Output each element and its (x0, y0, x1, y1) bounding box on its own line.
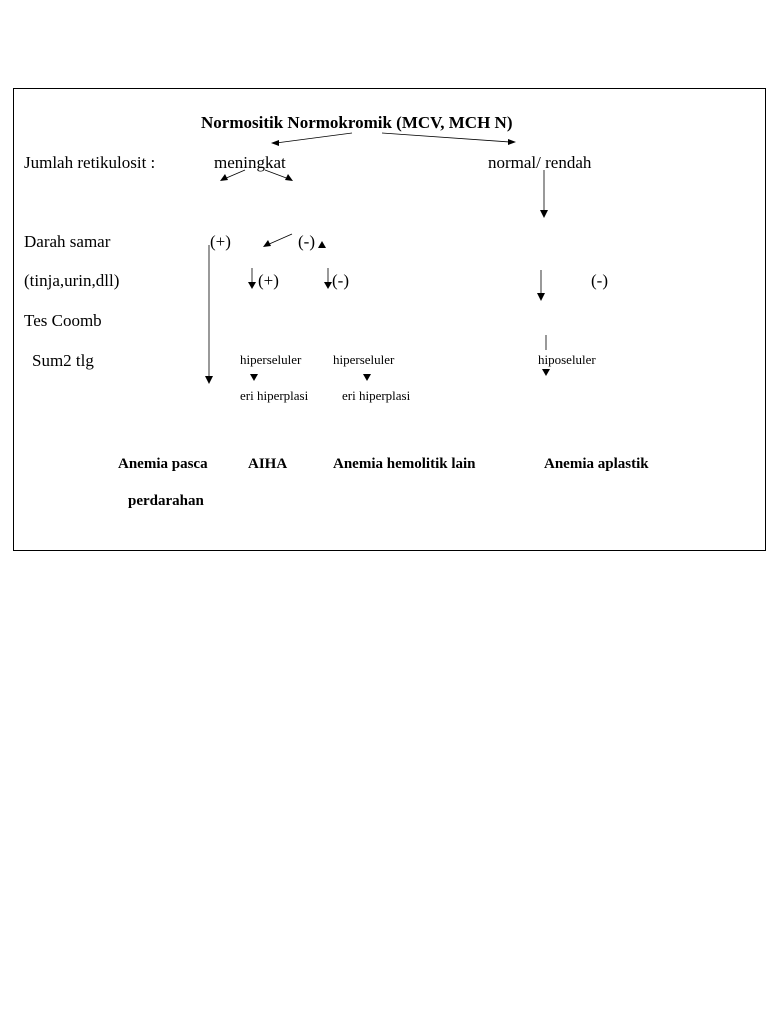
label-sumsum: Sum2 tlg (32, 351, 94, 370)
arrow-title-to-meningkat (276, 133, 352, 143)
value-coomb-neg: (-) (332, 271, 349, 290)
label-tinja: (tinja,urin,dll) (24, 271, 120, 290)
label-darah-samar: Darah samar (24, 232, 111, 251)
outcome-hemolitik: Anemia hemolitik lain (333, 456, 476, 472)
outcome-pasca-line2: perdarahan (128, 493, 204, 509)
value-coomb-pos: (+) (258, 271, 279, 290)
arrowhead (537, 293, 545, 301)
arrowhead (508, 139, 516, 145)
arrowhead (542, 369, 550, 376)
label-tes-coomb: Tes Coomb (24, 311, 102, 330)
marrow-hiper-2: hiperseluler (333, 352, 395, 367)
branch-meningkat: meningkat (214, 153, 286, 172)
arrowhead (248, 282, 256, 289)
outcome-aiha: AIHA (248, 456, 288, 472)
value-darah-neg: (-) (298, 232, 315, 251)
arrowhead (285, 174, 293, 181)
marrow-eri-2: eri hiperplasi (342, 388, 411, 403)
label-retikulosit: Jumlah retikulosit : (24, 153, 156, 172)
arrowhead (271, 140, 279, 146)
marrow-hiper-1: hiperseluler (240, 352, 302, 367)
arrowhead (318, 241, 326, 248)
outcome-pasca-line1: Anemia pasca (118, 456, 208, 472)
marrow-hipo: hiposeluler (538, 352, 596, 367)
arrowhead (540, 210, 548, 218)
arrowhead (363, 374, 371, 381)
branch-normal-rendah: normal/ rendah (488, 153, 592, 172)
marrow-eri-1: eri hiperplasi (240, 388, 309, 403)
arrowhead (324, 282, 332, 289)
arrow-title-to-normal (382, 133, 510, 142)
value-darah-pos: (+) (210, 232, 231, 251)
arrow-neg-left (267, 234, 292, 245)
outcome-aplastik: Anemia aplastik (544, 456, 649, 472)
arrowhead (250, 374, 258, 381)
value-aplastik-neg: (-) (591, 271, 608, 290)
diagram-title: Normositik Normokromik (MCV, MCH N) (201, 113, 513, 132)
arrowhead (205, 376, 213, 384)
